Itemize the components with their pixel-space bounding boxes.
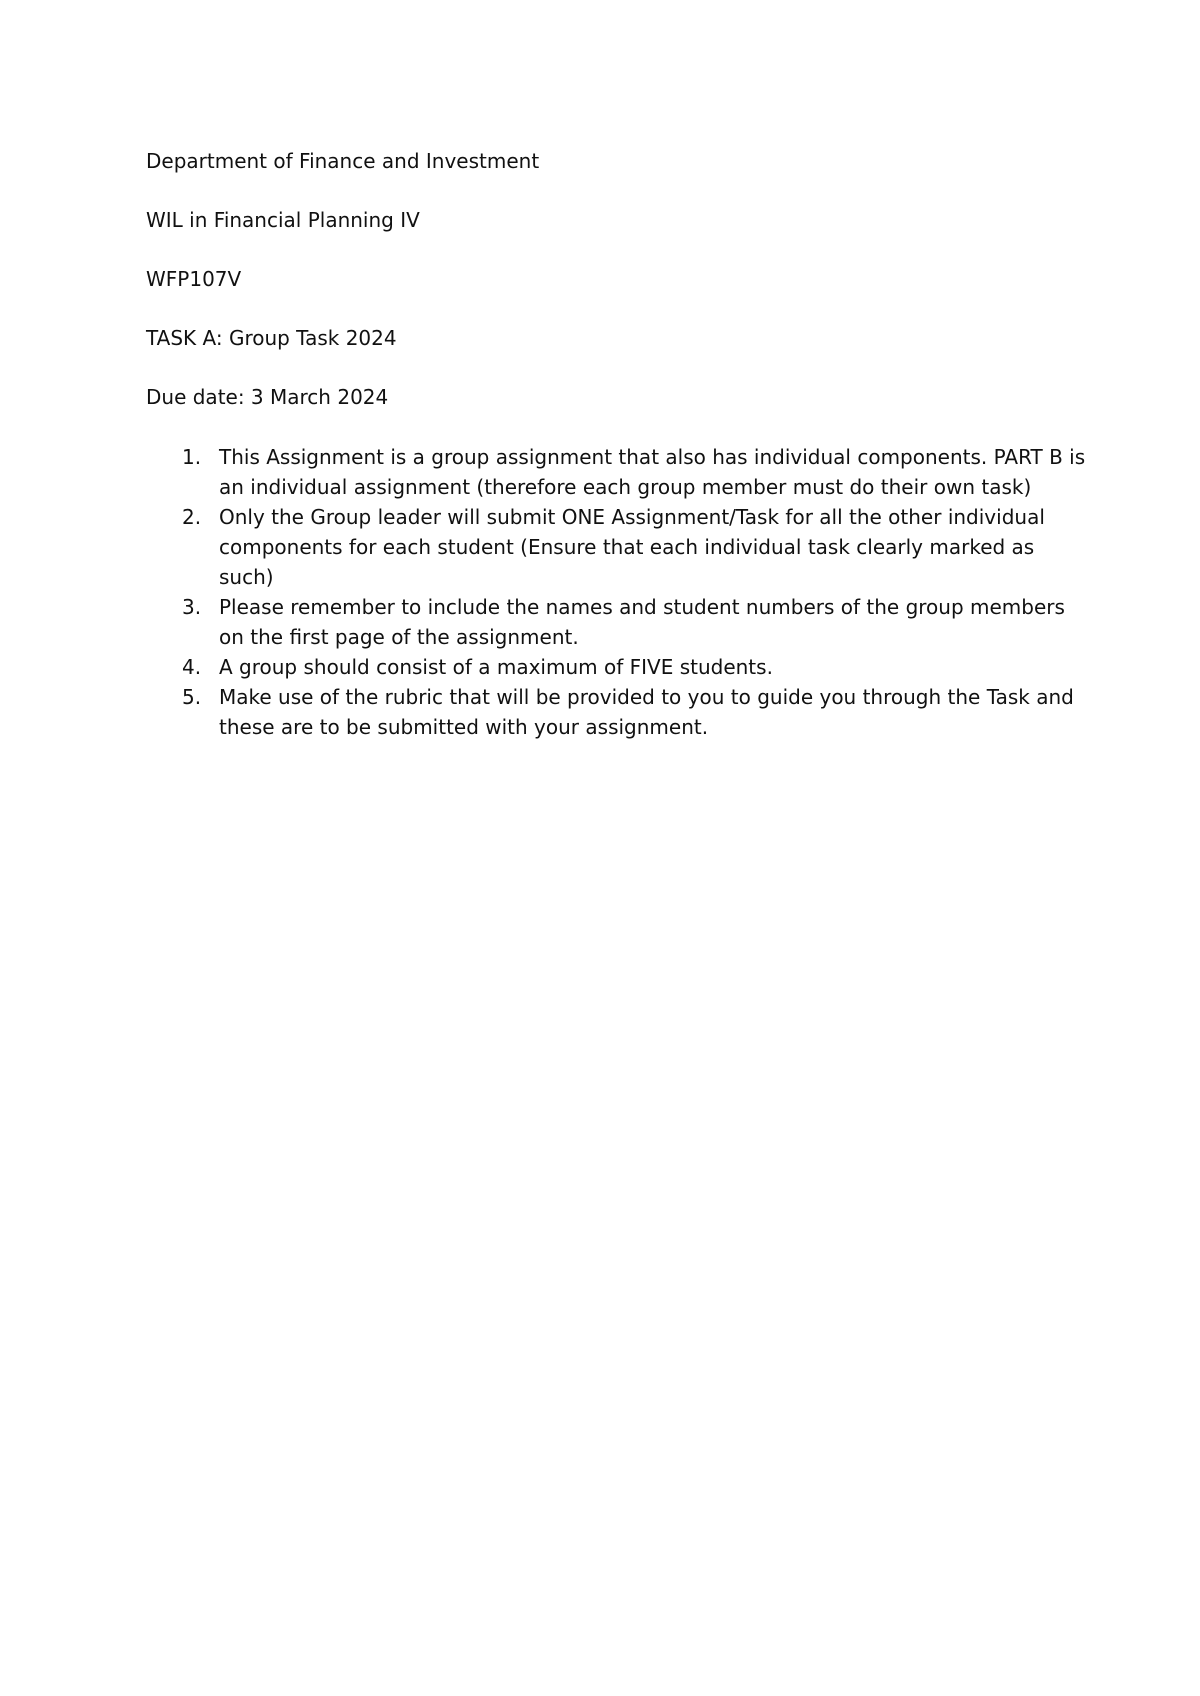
list-item-text: Please remember to include the names and student numbers of the group members on the first page of the assignment. xyxy=(219,595,1065,649)
task-title: TASK A: Group Task 2024 xyxy=(146,326,397,350)
list-item-text: A group should consist of a maximum of FIVE students. xyxy=(219,655,773,679)
list-item xyxy=(146,682,1086,742)
list-item-number: 2. xyxy=(182,505,202,529)
list-item-text: Make use of the rubric that will be provided to you to guide you through the Task and these are to be submitted with your assignment. xyxy=(219,685,1074,739)
list-item-text: This Assignment is a group assignment that also has individual components. PART B is an individual assignment (therefore each group member must do their own task) xyxy=(219,445,1086,499)
list-item xyxy=(146,652,1086,682)
list-item xyxy=(146,592,1086,652)
list-item-number: 3. xyxy=(182,595,202,619)
department-heading: Department of Finance and Investment xyxy=(146,149,540,173)
instructions-list xyxy=(146,442,1086,742)
list-item xyxy=(146,442,1086,502)
module-code: WFP107V xyxy=(146,267,242,291)
due-date: Due date: 3 March 2024 xyxy=(146,385,389,409)
module-title: WIL in Financial Planning IV xyxy=(146,208,420,232)
list-item-number: 1. xyxy=(182,445,202,469)
list-item-number: 4. xyxy=(182,655,202,679)
list-item xyxy=(146,502,1086,592)
list-item-number: 5. xyxy=(182,685,202,709)
list-item-text: Only the Group leader will submit ONE Assignment/Task for all the other individual components for each student (Ensure that each individual task clearly marked as such) xyxy=(219,505,1045,589)
